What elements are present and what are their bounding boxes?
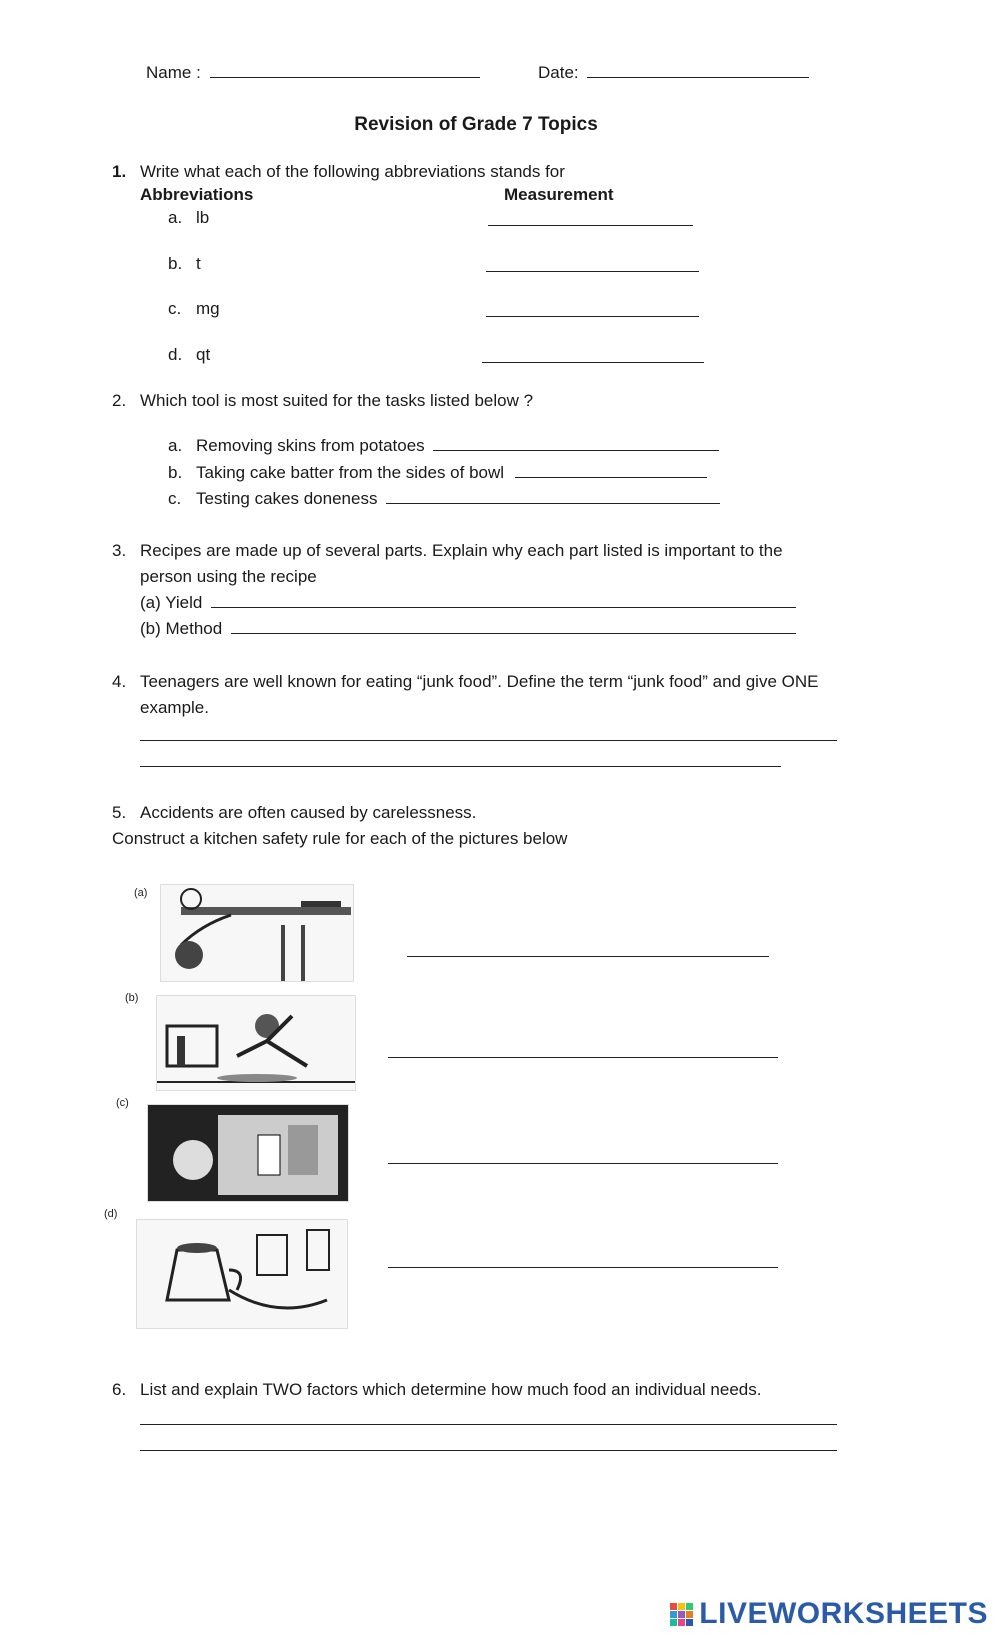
q5-answer-d[interactable] — [388, 1267, 778, 1268]
picture-b-label: (b) — [125, 992, 139, 1004]
q1-item-c-letter: c. — [168, 299, 182, 318]
liveworksheets-brand: LIVEWORKSHEETS — [699, 1597, 988, 1630]
q3-prompt-line1: Recipes are made up of several parts. Explain why each part listed is important to the — [140, 541, 783, 560]
name-field[interactable] — [146, 63, 480, 83]
q2-answer-a[interactable] — [433, 436, 719, 451]
reaching-high-shelf-illustration — [161, 885, 353, 981]
picture-d-label: (d) — [104, 1208, 118, 1220]
picture-b-slipping — [156, 995, 356, 1091]
q1-answer-a[interactable] — [488, 225, 693, 226]
kettle-frayed-cord-illustration — [137, 1220, 347, 1328]
q2-item-b — [196, 463, 707, 483]
q3-number: 3. — [112, 541, 127, 560]
q4-answer-line-2[interactable] — [140, 766, 781, 767]
q2-item-b-letter: b. — [168, 463, 183, 482]
q1-item-a-text: lb — [196, 208, 210, 227]
q5-answer-c[interactable] — [388, 1163, 778, 1164]
q2-item-c — [196, 489, 720, 509]
q1-answer-d[interactable] — [482, 362, 704, 363]
q5-answer-a[interactable] — [407, 956, 769, 957]
q2-item-c-text: Testing cakes doneness — [196, 489, 378, 508]
slipping-on-floor-illustration — [157, 996, 355, 1090]
q2-item-c-letter: c. — [168, 489, 182, 508]
q2-prompt: Which tool is most suited for the tasks listed below ? — [140, 391, 534, 410]
liveworksheets-logo — [670, 1597, 988, 1631]
q5-answer-b[interactable] — [388, 1057, 778, 1058]
logo-square — [670, 1611, 677, 1618]
child-with-chemicals-illustration — [148, 1105, 348, 1201]
logo-square — [678, 1619, 685, 1626]
q1-item-a-letter: a. — [168, 208, 183, 227]
q6-answer-line-1[interactable] — [140, 1424, 837, 1425]
q3-prompt-line2: person using the recipe — [140, 567, 317, 586]
q4-prompt-line2: example. — [140, 698, 209, 717]
q6-answer-line-2[interactable] — [140, 1450, 837, 1451]
name-label: Name : — [146, 63, 201, 82]
date-blank[interactable] — [587, 63, 809, 78]
date-field[interactable] — [538, 63, 809, 83]
logo-square — [686, 1603, 693, 1610]
logo-square — [670, 1603, 677, 1610]
logo-square — [670, 1619, 677, 1626]
q1-item-b-letter: b. — [168, 254, 183, 273]
picture-a-reaching-shelf — [160, 884, 354, 982]
q5-prompt-line2: Construct a kitchen safety rule for each of the pictures below — [112, 829, 568, 848]
logo-square — [686, 1611, 693, 1618]
q3-yield-label: (a) Yield — [140, 593, 203, 612]
name-blank[interactable] — [210, 63, 480, 78]
q1-number: 1. — [112, 162, 127, 181]
q2-answer-b[interactable] — [515, 463, 707, 478]
q4-number: 4. — [112, 672, 127, 691]
date-label: Date: — [538, 63, 579, 82]
q2-number: 2. — [112, 391, 127, 410]
picture-a-label: (a) — [134, 887, 148, 899]
q6-prompt: List and explain TWO factors which determine how much food an individual needs. — [140, 1380, 762, 1399]
liveworksheets-grid-icon — [670, 1603, 693, 1626]
q1-item-d-text: qt — [196, 345, 211, 364]
q2-item-a-letter: a. — [168, 436, 183, 455]
q1-item-b-text: t — [196, 254, 201, 273]
page-title: Revision of Grade 7 Topics — [354, 114, 598, 135]
q1-answer-b[interactable] — [486, 271, 699, 272]
q3-yield-answer[interactable] — [211, 593, 796, 608]
q4-answer-line-1[interactable] — [140, 740, 837, 741]
q3-method — [140, 619, 796, 639]
q3-method-label: (b) Method — [140, 619, 223, 638]
q5-number: 5. — [112, 803, 127, 822]
q1-answer-c[interactable] — [486, 316, 699, 317]
picture-c-child-chemicals — [147, 1104, 349, 1202]
q2-item-a — [196, 436, 719, 456]
logo-square — [678, 1603, 685, 1610]
q2-item-b-text: Taking cake batter from the sides of bowl — [196, 463, 505, 482]
picture-d-kettle-cord — [136, 1219, 348, 1329]
q6-number: 6. — [112, 1380, 127, 1399]
logo-square — [678, 1611, 685, 1618]
q3-method-answer[interactable] — [231, 619, 796, 634]
q1-item-c-text: mg — [196, 299, 220, 318]
q3-yield — [140, 593, 796, 613]
picture-c-label: (c) — [116, 1097, 129, 1109]
q1-col-abbreviations: Abbreviations — [140, 185, 254, 204]
q2-item-a-text: Removing skins from potatoes — [196, 436, 425, 455]
q5-prompt-line1: Accidents are often caused by carelessness. — [140, 803, 477, 822]
q2-answer-c[interactable] — [386, 489, 720, 504]
q1-prompt: Write what each of the following abbreviations stands for — [140, 162, 565, 181]
q1-item-d-letter: d. — [168, 345, 183, 364]
q4-prompt-line1: Teenagers are well known for eating “junk food”. Define the term “junk food” and give ONE — [140, 672, 819, 691]
logo-square — [686, 1619, 693, 1626]
q1-col-measurement: Measurement — [504, 185, 614, 204]
